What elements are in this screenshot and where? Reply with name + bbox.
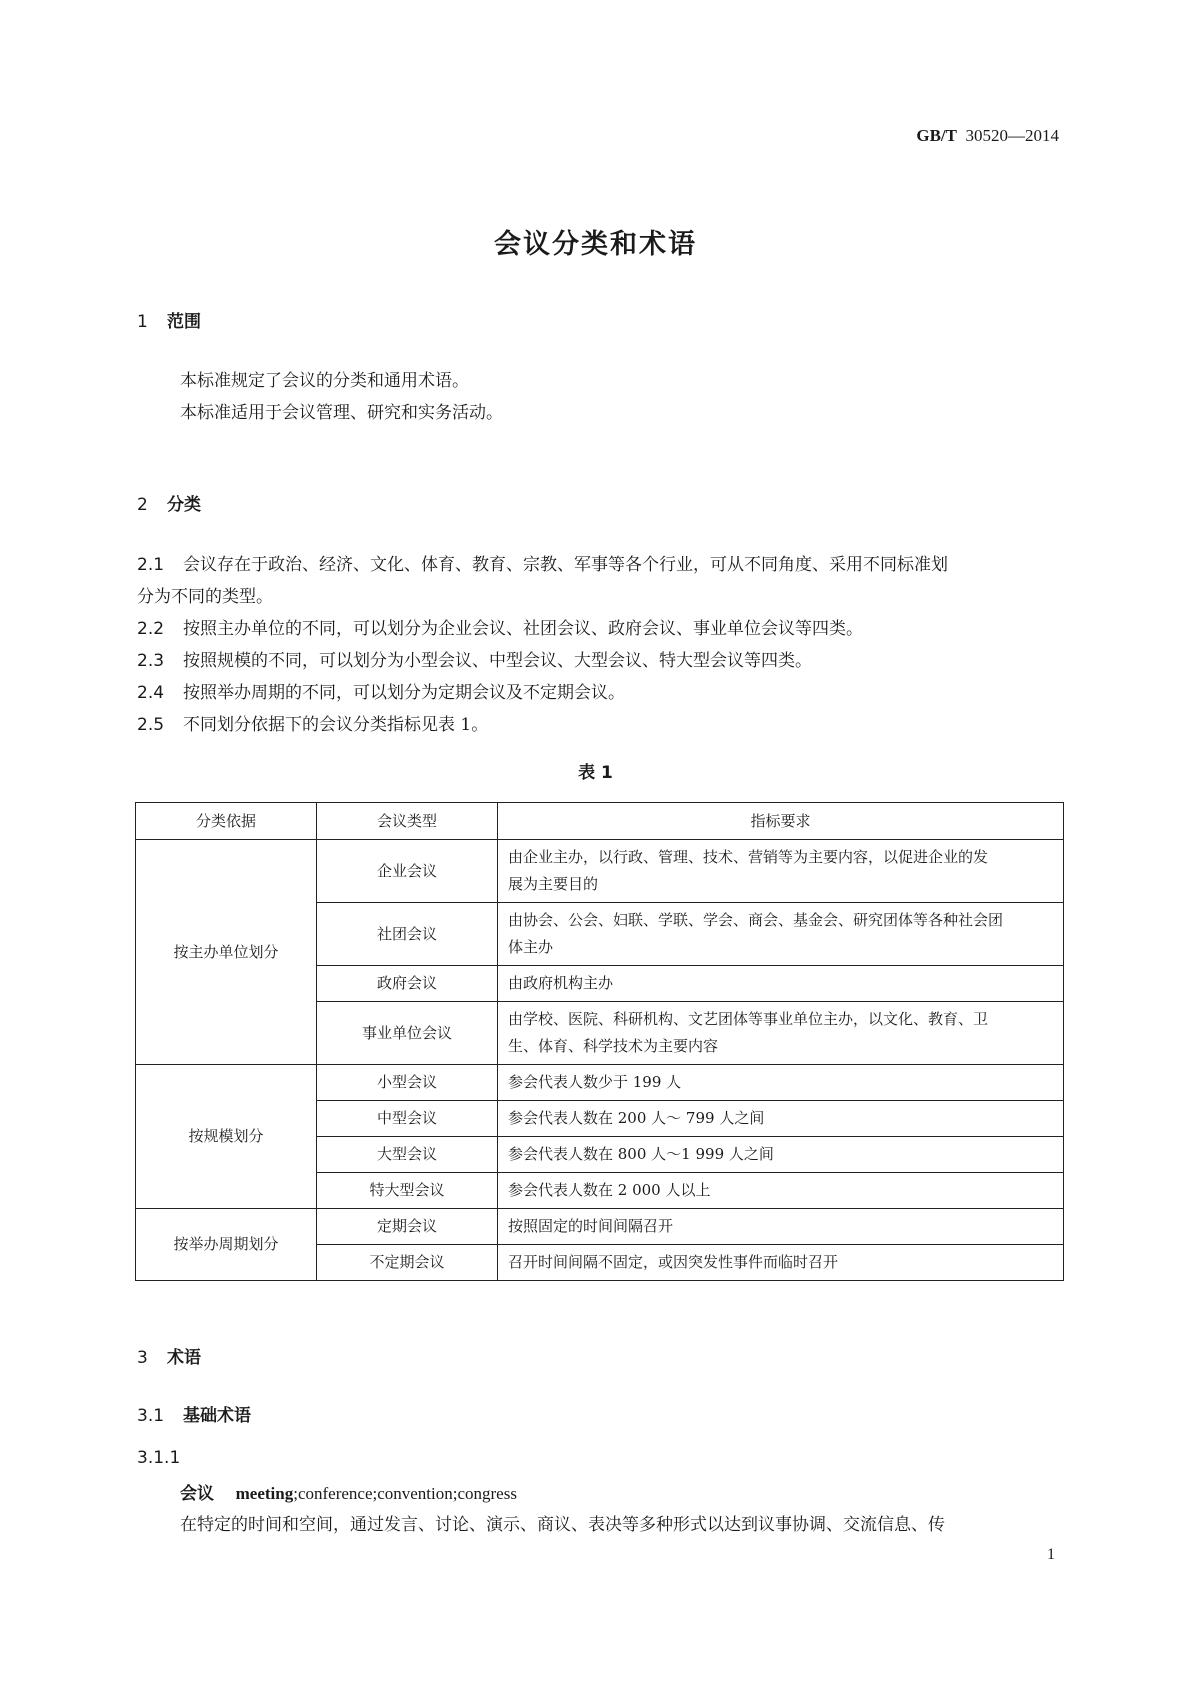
term-definition: 在特定的时间和空间，通过发言、讨论、演示、商议、表决等多种形式以达到议事协调、交流信息、传 [180, 1515, 945, 1535]
type-cell: 政府会议 [317, 966, 498, 1002]
term-title: 会议 meeting;conference;convention;congress [180, 1484, 517, 1504]
header-basis: 分类依据 [136, 803, 317, 840]
section-3-heading: 3 术语 [137, 1348, 201, 1368]
page-number: 1 [1047, 1546, 1055, 1563]
term-number: 3.1.1 [137, 1448, 181, 1468]
type-cell: 事业单位会议 [317, 1002, 498, 1065]
type-cell: 特大型会议 [317, 1173, 498, 1209]
clause-2-1-continued: 分为不同的类型。 [137, 587, 273, 607]
section-1-para-2: 本标准适用于会议管理、研究和实务活动。 [180, 403, 503, 423]
section-2-heading: 2 分类 [137, 495, 201, 515]
header-requirement: 指标要求 [498, 803, 1064, 840]
clause-2-1: 2.1 会议存在于政治、经济、文化、体育、教育、宗教、军事等各个行业，可从不同角度、采用不同标准划 [137, 555, 948, 575]
basis-cell: 按规模划分 [136, 1065, 317, 1209]
basis-cell: 按举办周期划分 [136, 1209, 317, 1281]
standard-number: GB/T 30520—2014 [916, 126, 1059, 145]
table-header-row [136, 803, 1064, 840]
clause-2-3: 2.3 按照规模的不同，可以划分为小型会议、中型会议、大型会议、特大型会议等四类。 [137, 651, 812, 671]
header-type: 会议类型 [317, 803, 498, 840]
requirement-cell: 由协会、公会、妇联、学联、学会、商会、基金会、研究团体等各种社会团 体主办 [498, 903, 1064, 966]
table-row [136, 1065, 1064, 1101]
requirement-cell: 参会代表人数在 800 人～1 999 人之间 [498, 1137, 1064, 1173]
table-caption: 表 1 [578, 763, 613, 783]
requirement-cell: 召开时间间隔不固定，或因突发性事件而临时召开 [498, 1245, 1064, 1281]
requirement-cell: 由政府机构主办 [498, 966, 1064, 1002]
type-cell: 企业会议 [317, 840, 498, 903]
table-row [136, 1209, 1064, 1245]
requirement-cell: 由企业主办，以行政、管理、技术、营销等为主要内容，以促进企业的发 展为主要目的 [498, 840, 1064, 903]
type-cell: 定期会议 [317, 1209, 498, 1245]
basis-cell: 按主办单位划分 [136, 840, 317, 1065]
type-cell: 社团会议 [317, 903, 498, 966]
section-1-heading: 1 范围 [137, 312, 201, 332]
table-row [136, 840, 1064, 903]
requirement-cell: 按照固定的时间间隔召开 [498, 1209, 1064, 1245]
clause-2-2: 2.2 按照主办单位的不同，可以划分为企业会议、社团会议、政府会议、事业单位会议等四类。 [137, 619, 863, 639]
classification-table [135, 802, 1064, 1281]
clause-2-5: 2.5 不同划分依据下的会议分类指标见表 1。 [137, 715, 489, 735]
type-cell: 小型会议 [317, 1065, 498, 1101]
type-cell: 大型会议 [317, 1137, 498, 1173]
requirement-cell: 参会代表人数在 2 000 人以上 [498, 1173, 1064, 1209]
requirement-cell: 参会代表人数少于 199 人 [498, 1065, 1064, 1101]
document-title: 会议分类和术语 [494, 229, 697, 260]
section-1-para-1: 本标准规定了会议的分类和通用术语。 [180, 371, 469, 391]
section-3-1-heading: 3.1 基础术语 [137, 1406, 251, 1426]
type-cell: 中型会议 [317, 1101, 498, 1137]
requirement-cell: 由学校、医院、科研机构、文艺团体等事业单位主办，以文化、教育、卫 生、体育、科学技术为主要内容 [498, 1002, 1064, 1065]
type-cell: 不定期会议 [317, 1245, 498, 1281]
requirement-cell: 参会代表人数在 200 人～ 799 人之间 [498, 1101, 1064, 1137]
clause-2-4: 2.4 按照举办周期的不同，可以划分为定期会议及不定期会议。 [137, 683, 625, 703]
